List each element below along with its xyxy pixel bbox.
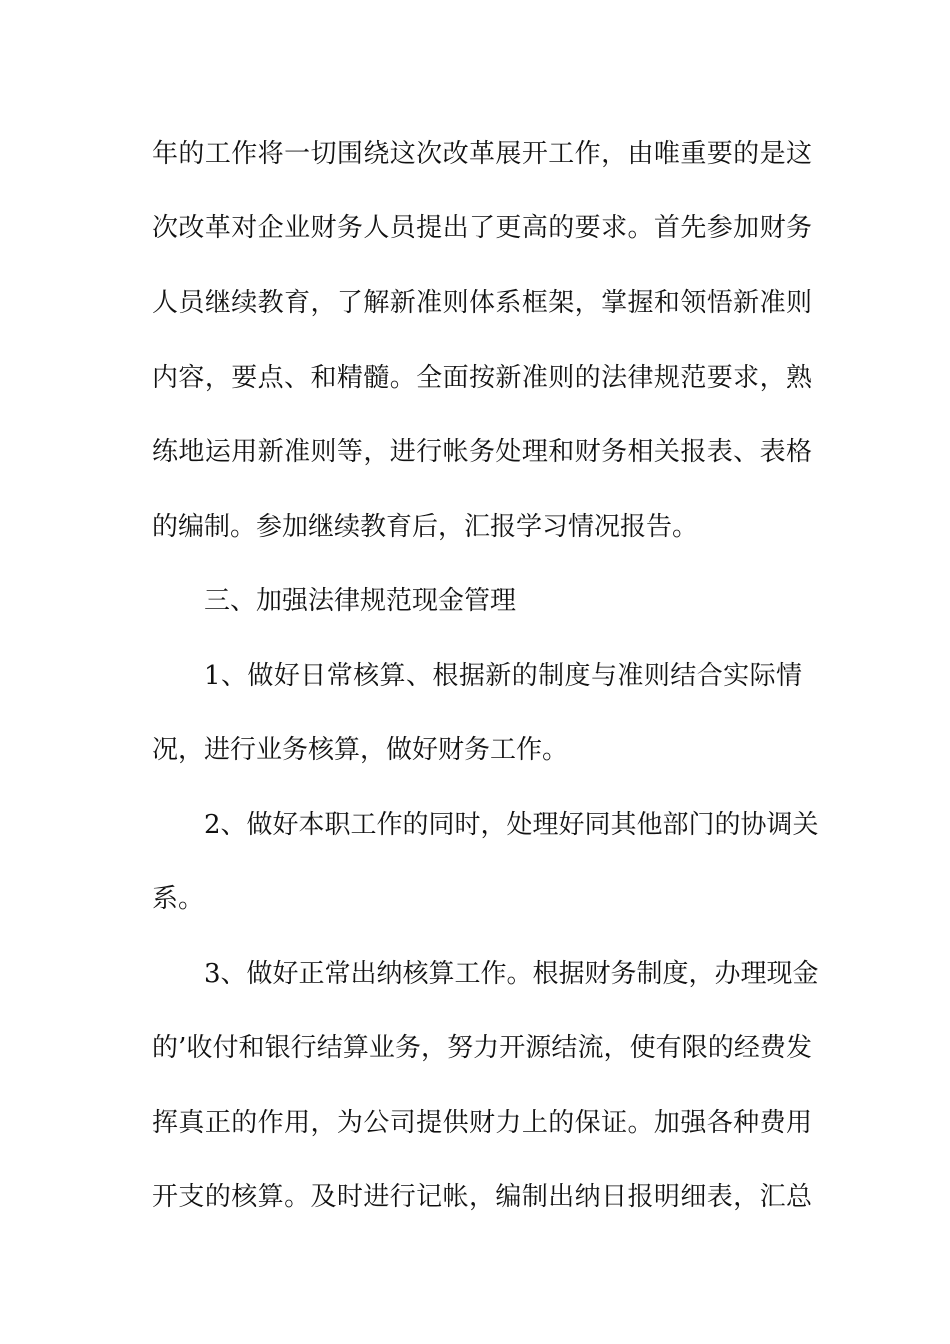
body-text-line: 开支的核算。及时进行记帐，编制出纳日报明细表，汇总: [152, 1182, 812, 1212]
body-text-line: 挥真正的作用，为公司提供财力上的保证。加强各种费用: [152, 1108, 812, 1138]
list-item-text: 2、做好本职工作的同时，处理好同其他部门的协调关: [204, 810, 819, 840]
body-text-line: 的编制。参加继续教育后，汇报学习情况报告。: [152, 512, 699, 542]
body-text-line: 系。: [152, 884, 205, 914]
body-text-line: 人员继续教育，了解新准则体系框架，掌握和领悟新准则: [152, 288, 812, 318]
list-item-text: 3、做好正常出纳核算工作。根据财务制度，办理现金: [204, 959, 819, 989]
body-text-line: 年的工作将一切围绕这次改革展开工作，由唯重要的是这: [152, 139, 812, 169]
body-text-line: 练地运用新准则等，进行帐务处理和财务相关报表、表格: [152, 437, 812, 467]
body-text-line: 次改革对企业财务人员提出了更高的要求。首先参加财务: [152, 213, 812, 243]
body-text-line: 的’收付和银行结算业务，努力开源结流，使有限的经费发: [152, 1033, 812, 1063]
section-heading: 三、加强法律规范现金管理: [204, 586, 517, 616]
body-text-line: 内容，要点、和精髓。全面按新准则的法律规范要求，熟: [152, 363, 812, 393]
body-text-line: 况，进行业务核算，做好财务工作。: [152, 735, 569, 765]
list-item-text: 1、做好日常核算、根据新的制度与准则结合实际情: [204, 661, 802, 691]
